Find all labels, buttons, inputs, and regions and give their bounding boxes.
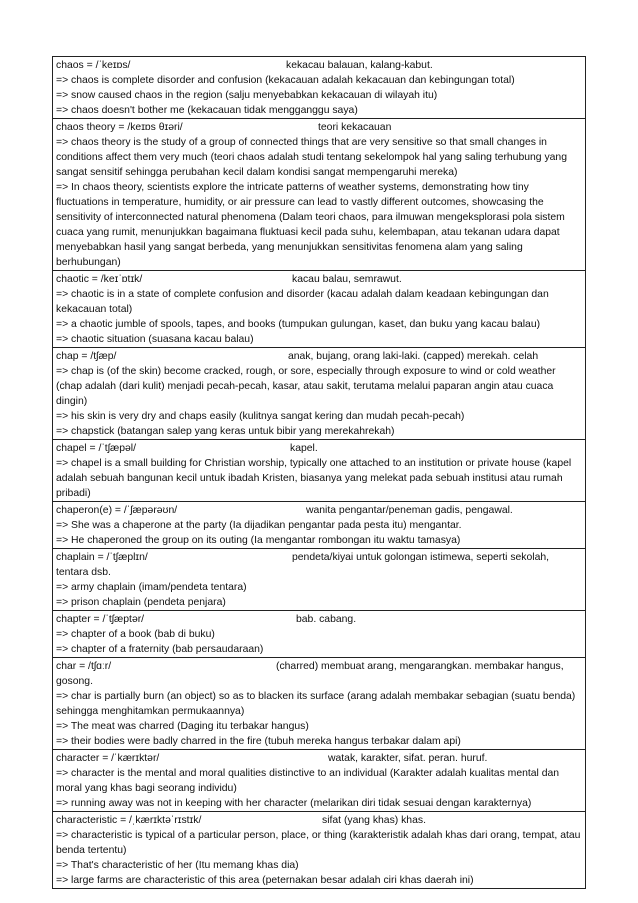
entry-term: chap = /tʃæp/ [56, 351, 117, 362]
entry-meaning: kekacau balauan, kalang-kabut. [286, 60, 433, 71]
dictionary-entry [52, 440, 586, 502]
entry-example-line: gosong. [56, 676, 93, 687]
entry-example-line: => their bodies were badly charred in the fire (tubuh mereka hangus terbakar dalam api) [56, 736, 461, 747]
entry-example-line: => prison chaplain (pendeta penjara) [56, 597, 226, 608]
entry-term: chaos = /ˈkeɪɒs/ [56, 60, 131, 71]
dictionary-entry [52, 271, 586, 348]
entry-headline [56, 349, 582, 364]
entry-example-line: => chapter of a fraternity (bab persaudaraan) [56, 644, 264, 655]
entry-example-line: => chaos is complete disorder and confusion (kekacauan adalah kekacauan dan kebingungan total) [56, 75, 515, 86]
entry-meaning: kacau balau, semrawut. [292, 274, 402, 285]
entry-meaning: anak, bujang, orang laki-laki. (capped) merekah. celah [288, 351, 539, 362]
dictionary-entry [52, 502, 586, 549]
dictionary-entry [52, 56, 586, 119]
entry-example-line: => snow caused chaos in the region (salju menyebabkan kekacauan di wilayah itu) [56, 90, 438, 101]
entry-example-line: => large farms are characteristic of this area (peternakan besar adalah ciri khas daerah ini) [56, 875, 474, 886]
entry-term: chaos theory = /keɪɒs θɪəri/ [56, 122, 183, 133]
entry-example-line: => chapstick (batangan salep yang keras untuk bibir yang merekahrekah) [56, 426, 395, 437]
dictionary-entry [52, 812, 586, 889]
entry-meaning: wanita pengantar/peneman gadis, pengawal. [306, 505, 513, 516]
entry-example-line: => In chaos theory, scientists explore the intricate patterns of weather systems, demonstrating how tiny fluctuations in temperature, humidity, or air pressure can lead to vastly different outcomes, showcasing the sensitivity of interconnected natural phenomena (Dalam teori chaos, para ilmuwan mengeksplorasi pola sistem cuaca yang rumit, menunjukkan bagaimana fluktuasi kecil pada suhu, kelembapan, atau tekanan udara dapat menyebabkan hasil yang sangat berbeda, yang menunjukkan sensitivitas fenomena alam yang saling berhubungan) [56, 182, 565, 268]
entry-headline [56, 272, 582, 287]
entry-meaning: bab. cabang. [296, 614, 357, 625]
entry-term: char = /tʃɑːr/ [56, 661, 112, 672]
entry-example-line: => a chaotic jumble of spools, tapes, and books (tumpukan gulungan, kaset, dan buku yang kacau balau) [56, 319, 541, 330]
dictionary-entry [52, 750, 586, 812]
entry-headline [56, 58, 582, 73]
entry-meaning: kapel. [290, 443, 318, 454]
entry-example-line: => The meat was charred (Daging itu terbakar hangus) [56, 721, 309, 732]
entry-headline [56, 813, 582, 828]
entry-term: characteristic = /ˌkærɪktəˈrɪstɪk/ [56, 815, 202, 826]
entry-example-line: => characteristic is typical of a particular person, place, or thing (karakteristik adalah khas dari orang, tempat, atau benda tertentu) [56, 830, 581, 856]
entry-term: character = /ˈkærɪktər/ [56, 753, 160, 764]
entry-example-line: => running away was not in keeping with her character (melarikan diri tidak sesuai dengan karakternya) [56, 798, 532, 809]
entry-example-line: => chaos theory is the study of a group of connected things that are very sensitive so that small changes in conditions affect them very much (teori chaos adalah studi tentang sekelompok hal yang saling terhubung yang sangat sensitif sehingga perubahan kecil dalam kondisi sangat mempengaruhi mereka) [56, 137, 567, 178]
entry-term: chapter = /ˈtʃæptər/ [56, 614, 145, 625]
entry-term: chaperon(e) = /ˈʃæpərəʊn/ [56, 505, 178, 516]
entry-example-line: => chaos doesn't bother me (kekacauan tidak mengganggu saya) [56, 105, 358, 116]
entry-example-line: => chapter of a book (bab di buku) [56, 629, 215, 640]
entry-example-line: => That's characteristic of her (Itu memang khas dia) [56, 860, 299, 871]
entry-headline [56, 659, 582, 674]
entry-example-line: => his skin is very dry and chaps easily (kulitnya sangat kering dan mudah pecah-pecah) [56, 411, 465, 422]
entry-term: chaplain = /ˈtʃæplɪn/ [56, 552, 148, 563]
entry-headline [56, 441, 582, 456]
entry-term: chapel = /ˈtʃæpəl/ [56, 443, 136, 454]
entry-example-line: => character is the mental and moral qualities distinctive to an individual (Karakter adalah kualitas mental dan moral yang khas bagi seorang individu) [56, 768, 560, 794]
entry-term: chaotic = /keɪˈɒtɪk/ [56, 274, 143, 285]
dictionary-entry [52, 348, 586, 440]
dictionary-entry [52, 611, 586, 658]
entry-example-line: => He chaperoned the group on its outing (Ia mengantar rombongan itu waktu tamasya) [56, 535, 461, 546]
entry-example-line: => chap is (of the skin) become cracked, rough, or sore, especially through exposure to wind or cold weather (chap adalah (dari kulit) menjadi pecah-pecah, kasar, atau sakit, terutama melalui paparan angin atau cuaca dingin) [56, 366, 556, 407]
entry-example-line: => army chaplain (imam/pendeta tentara) [56, 582, 247, 593]
entry-meaning: (charred) membuat arang, mengarangkan. membakar hangus, [276, 661, 564, 672]
entry-headline [56, 751, 582, 766]
dictionary-page [52, 56, 586, 889]
entry-example-line: => She was a chaperone at the party (Ia dijadikan pengantar pada pesta itu) mengantar. [56, 520, 462, 531]
dictionary-entry [52, 549, 586, 611]
entry-example-line: => chapel is a small building for Christian worship, typically one attached to an institution or private house (kapel adalah sebuah bangunan kecil untuk ibadah Kristen, biasanya yang melekat pada sebuah institusi atau rumah pribadi) [56, 458, 572, 499]
entry-headline [56, 120, 582, 135]
dictionary-entry [52, 119, 586, 271]
entry-example-line: => chaotic situation (suasana kacau balau) [56, 334, 254, 345]
entry-example-line: => chaotic is in a state of complete confusion and disorder (kacau adalah dalam keadaan kebingungan dan kekacauan total) [56, 289, 549, 315]
entry-headline [56, 550, 582, 565]
dictionary-entry [52, 658, 586, 750]
entry-example-line: tentara dsb. [56, 567, 111, 578]
entry-headline [56, 612, 582, 627]
entry-example-line: => char is partially burn (an object) so as to blacken its surface (arang adalah membakar sebagian (suatu benda) sehingga menghitamkan permukaannya) [56, 691, 576, 717]
entry-headline [56, 503, 582, 518]
entry-meaning: pendeta/kiyai untuk golongan istimewa, seperti sekolah, [292, 552, 550, 563]
entry-meaning: teori kekacauan [318, 122, 392, 133]
entry-meaning: sifat (yang khas) khas. [322, 815, 426, 826]
entry-meaning: watak, karakter, sifat. peran. huruf. [328, 753, 488, 764]
